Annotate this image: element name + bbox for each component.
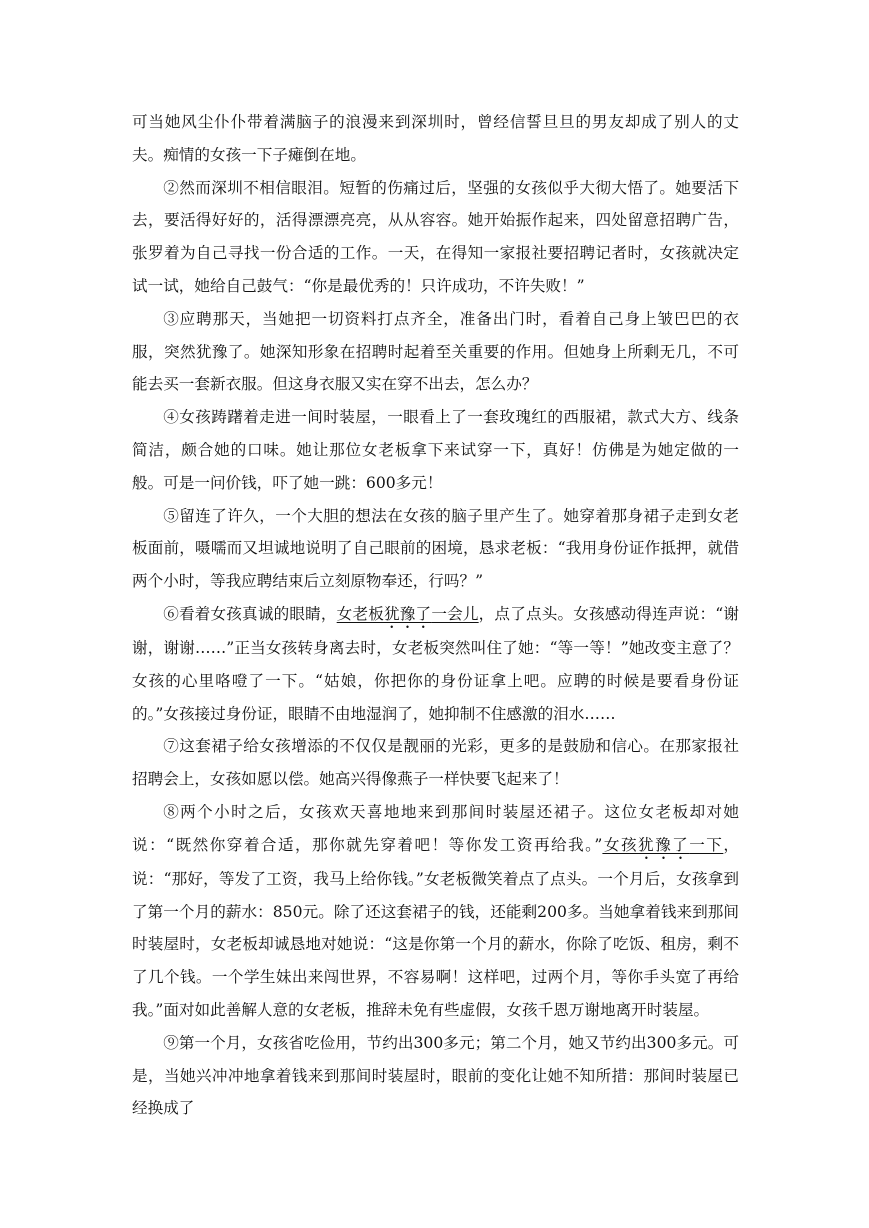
paragraph-6-prefix: ⑥看着女孩真诚的眼睛， (163, 604, 337, 623)
paragraph-7: ⑦这套裙子给女孩增添的不仅仅是靓丽的光彩，更多的是鼓励和信心。在那家报社招聘会上，女孩如愿以偿。她高兴得像燕子一样快要飞起来了！ (132, 737, 739, 789)
paragraph-4: ④女孩踌躇着走进一间时装屋，一眼看上了一套玫瑰红的西服裙，款式大方、线条简洁，颇合她的口味。她让那位女老板拿下来试穿一下，真好！仿佛是为她定做的一般。可是一问价钱，吓了她一跳：600多元！ (132, 408, 739, 492)
underlined-duration: 一会儿 (431, 604, 479, 623)
paragraph-continued: 可当她风尘仆仆带着满脑子的浪漫来到深圳时，曾经信誓旦旦的男友却成了别人的丈夫。痴情的女孩一下子瘫倒在地。 (132, 113, 739, 164)
dotted-underlined-verb: 犹豫了 (384, 604, 432, 623)
underlined-duration: 一下 (689, 835, 724, 854)
paragraph-8-prefix: ⑧两个小时之后，女孩欢天喜地地来到那间时装屋还裙子。这位女老板却对她说：“既然你穿着合适，那你就先穿着吧！等你发工资再给我。” (132, 802, 739, 854)
paragraph-5: ⑤留连了许久，一个大胆的想法在女孩的脑子里产生了。她穿着那身裙子走到女老板面前，嗫嚅而又坦诚地说明了自己眼前的困境，恳求老板：“我用身份证作抵押，就借两个小时，等我应聘结束后立刻原物奉还，行吗？” (132, 506, 739, 591)
dotted-underlined-verb: 犹豫了 (638, 835, 690, 854)
paragraph-9: ⑨第一个月，女孩省吃俭用，节约出300多元；第二个月，她又节约出300多元。可是，当她兴冲冲地拿着钱来到那间时装屋时，眼前的变化让她不知所措：那间时装屋已经换成了 (132, 1033, 739, 1118)
underlined-subject: 女老板 (336, 604, 384, 623)
underlined-subject: 女孩 (602, 835, 639, 854)
document-page (132, 106, 739, 1125)
paragraph-2: ②然而深圳不相信眼泪。短暂的伤痛过后，坚强的女孩似乎大彻大悟了。她要活下去，要活得好好的，活得漂漂亮亮，从从容容。她开始振作起来，四处留意招聘广告，张罗着为自己寻找一份合适的工作。一天，在得知一家报社要招聘记者时，女孩就决定试一试，她给自己鼓气：“你是最优秀的！只许成功，不许失败！” (132, 178, 739, 295)
paragraph-8-rest: ，说：“那好，等发了工资，我马上给你钱。”女老板微笑着点了点头。一个月后，女孩拿到了第一个月的薪水：850元。除了还这套裙子的钱，还能剩200多。当她拿着钱来到那间时装屋时，女老板却诚恳地对她说：“这是你第一个月的薪水，你除了吃饭、租房，剩不了几个钱。一个学生妹出来闯世界，不容易啊！这样吧，过两个月，等你手头宽了再给我。”面对如此善解人意的女老板，推辞未免有些虚假，女孩千恩万谢地离开时装屋。 (132, 835, 739, 1019)
paragraph-8 (132, 796, 739, 1027)
paragraph-3: ③应聘那天，当她把一切资料打点齐全，准备出门时，看着自己身上皱巴巴的衣服，突然犹豫了。她深知形象在招聘时起着至关重要的作用。但她身上所剩无几，不可能去买一套新衣服。但这身衣服又实在穿不出去，怎么办？ (132, 309, 739, 394)
paragraph-6 (132, 598, 739, 730)
paragraph-6-rest: ，点了点头。女孩感动得连声说：“谢谢，谢谢……”正当女孩转身离去时，女老板突然叫住了她：“等一等！”她改变主意了？女孩的心里咯噔了一下。“姑娘，你把你的身份证拿上吧。应聘的时候是要看身份证的。”女孩接过身份证，眼睛不由地湿润了，她抑制不住感激的泪水…… (132, 604, 739, 723)
